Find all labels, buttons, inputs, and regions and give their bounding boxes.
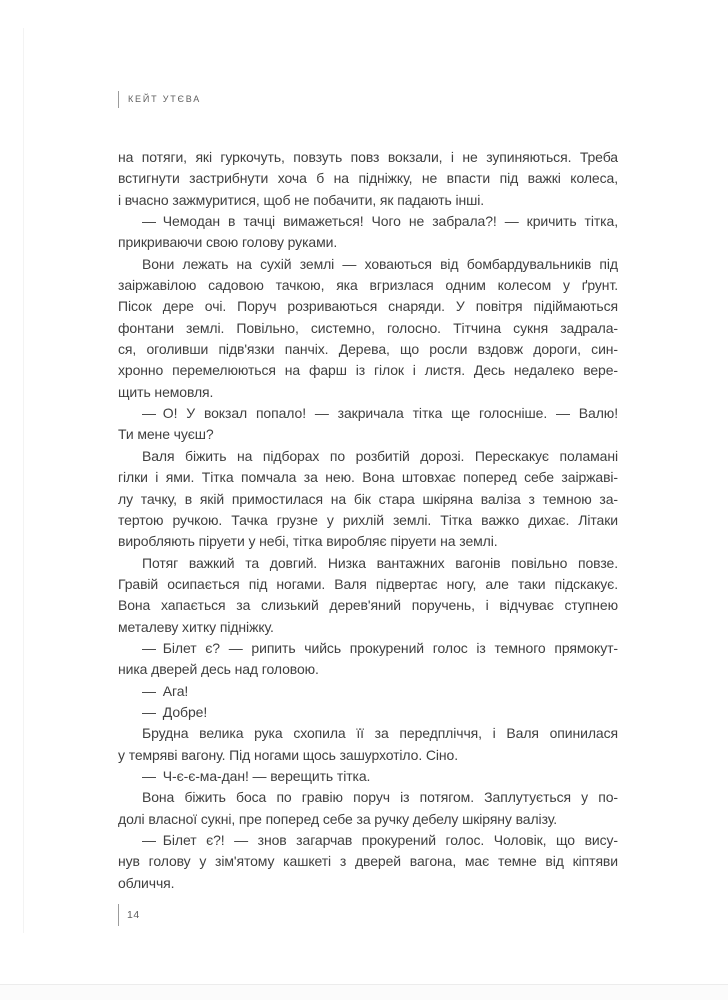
text-line: Брудна велика рука схопила її за передпліччя, і Валя опинилася: [142, 725, 618, 742]
running-header: [118, 90, 201, 108]
text-line: долі власної сукні, пре поперед себе за ручку дебелу шкіряну валізу.: [118, 810, 558, 827]
text-line: лу тачку, в якій примостилася на бік стара шкіряна валіза з темною за-: [118, 490, 618, 507]
header-rule: [118, 91, 119, 108]
text-line: — О! У вокзал попало! — закричала тітка ще голосніше. — Валю!: [142, 405, 618, 422]
page-number: 14: [127, 908, 140, 921]
text-line: металеву хитку підніжку.: [118, 618, 274, 635]
text-line: Вона біжить боса по гравію поруч із потягом. Заплутується у по-: [142, 789, 618, 806]
text-line: Валя біжить на підборах по розбитій дорозі. Перескакує поламані: [142, 447, 618, 464]
author-name: КЕЙТ УТЄВА: [128, 94, 202, 104]
text-line: — Білет є?! — знов загарчав прокурений голос. Чоловік, що вису-: [142, 832, 618, 848]
footer-rule: [118, 904, 119, 926]
text-line: Пісок дере очі. Поруч розриваються снаряди. У повітря підіймаються: [118, 298, 618, 315]
text-line: ся, оголивши підв'язки панчіх. Дерева, що росли вздовж дороги, син-: [118, 341, 618, 358]
text-line: хронно перемелюються на фарш із гілок і листя. Десь недалеко вере-: [118, 362, 618, 379]
text-line: обличчя.: [118, 874, 175, 891]
page-bottom-edge: [0, 984, 728, 1000]
text-line: у темряві вагону. Під ногами щось зашурхотіло. Сіно.: [118, 746, 459, 763]
text-line: і вчасно зажмуритися, щоб не побачити, як падають інші.: [118, 191, 485, 208]
text-line: Потяг важкий та довгий. Низка вантажних вагонів повільно повзе.: [142, 554, 618, 571]
text-line: Вона хапається за слизький дерев'яний поручень, і відчуває ступнею: [118, 597, 618, 614]
page-left-scan-edge: [23, 28, 24, 933]
page-body-text: [118, 147, 618, 894]
text-line: на потяги, які гуркочуть, повзуть повз вокзали, і не зупиняються. Треба: [118, 149, 618, 165]
text-line: Гравій осипається під ногами. Валя підвертає ногу, але таки підскакує.: [118, 575, 618, 592]
page-footer: [118, 903, 140, 926]
text-line: виробляють піруети у небі, тітка виробляє піруети на землі.: [118, 533, 498, 550]
text-line: Вони лежать на сухій землі — ховаються від бомбардувальників під: [142, 255, 618, 272]
text-line: фонтани землі. Повільно, системно, голосно. Тітчина сукня задрала-: [118, 319, 618, 336]
text-line: тертою ручкою. Тачка грузне у рихлій землі. Тітка важко дихає. Літаки: [118, 511, 618, 528]
text-line: — Добре!: [142, 703, 208, 720]
text-line: — Ага!: [142, 682, 189, 699]
text-line: — Чемодан в тачці вимажеться! Чого не забрала?! — кричить тітка,: [142, 213, 618, 230]
text-line: Ти мене чуєш?: [118, 426, 214, 443]
text-line: гілки і ями. Тітка помчала за нею. Вона штовхає поперед себе заіржаві-: [118, 469, 618, 486]
text-line: — Білет є? — рипить чийсь прокурений голос із темного прямокут-: [142, 639, 618, 656]
text-line: ника дверей десь над головою.: [118, 661, 319, 678]
text-line: нув голову у зім'ятому кашкеті з дверей вагона, має темне від кіптяви: [118, 853, 618, 870]
text-line: встигнути застрибнути хоча б на підніжку, не впасти під важкі колеса,: [118, 170, 618, 187]
text-line: щить немовля.: [118, 383, 214, 400]
text-line: — Ч-є-є-ма-дан! — верещить тітка.: [142, 767, 371, 784]
text-line: прикриваючи свою голову руками.: [118, 234, 338, 251]
text-line: заіржавілою садовою тачкою, яка вгризлася одним колесом у ґрунт.: [118, 277, 618, 294]
